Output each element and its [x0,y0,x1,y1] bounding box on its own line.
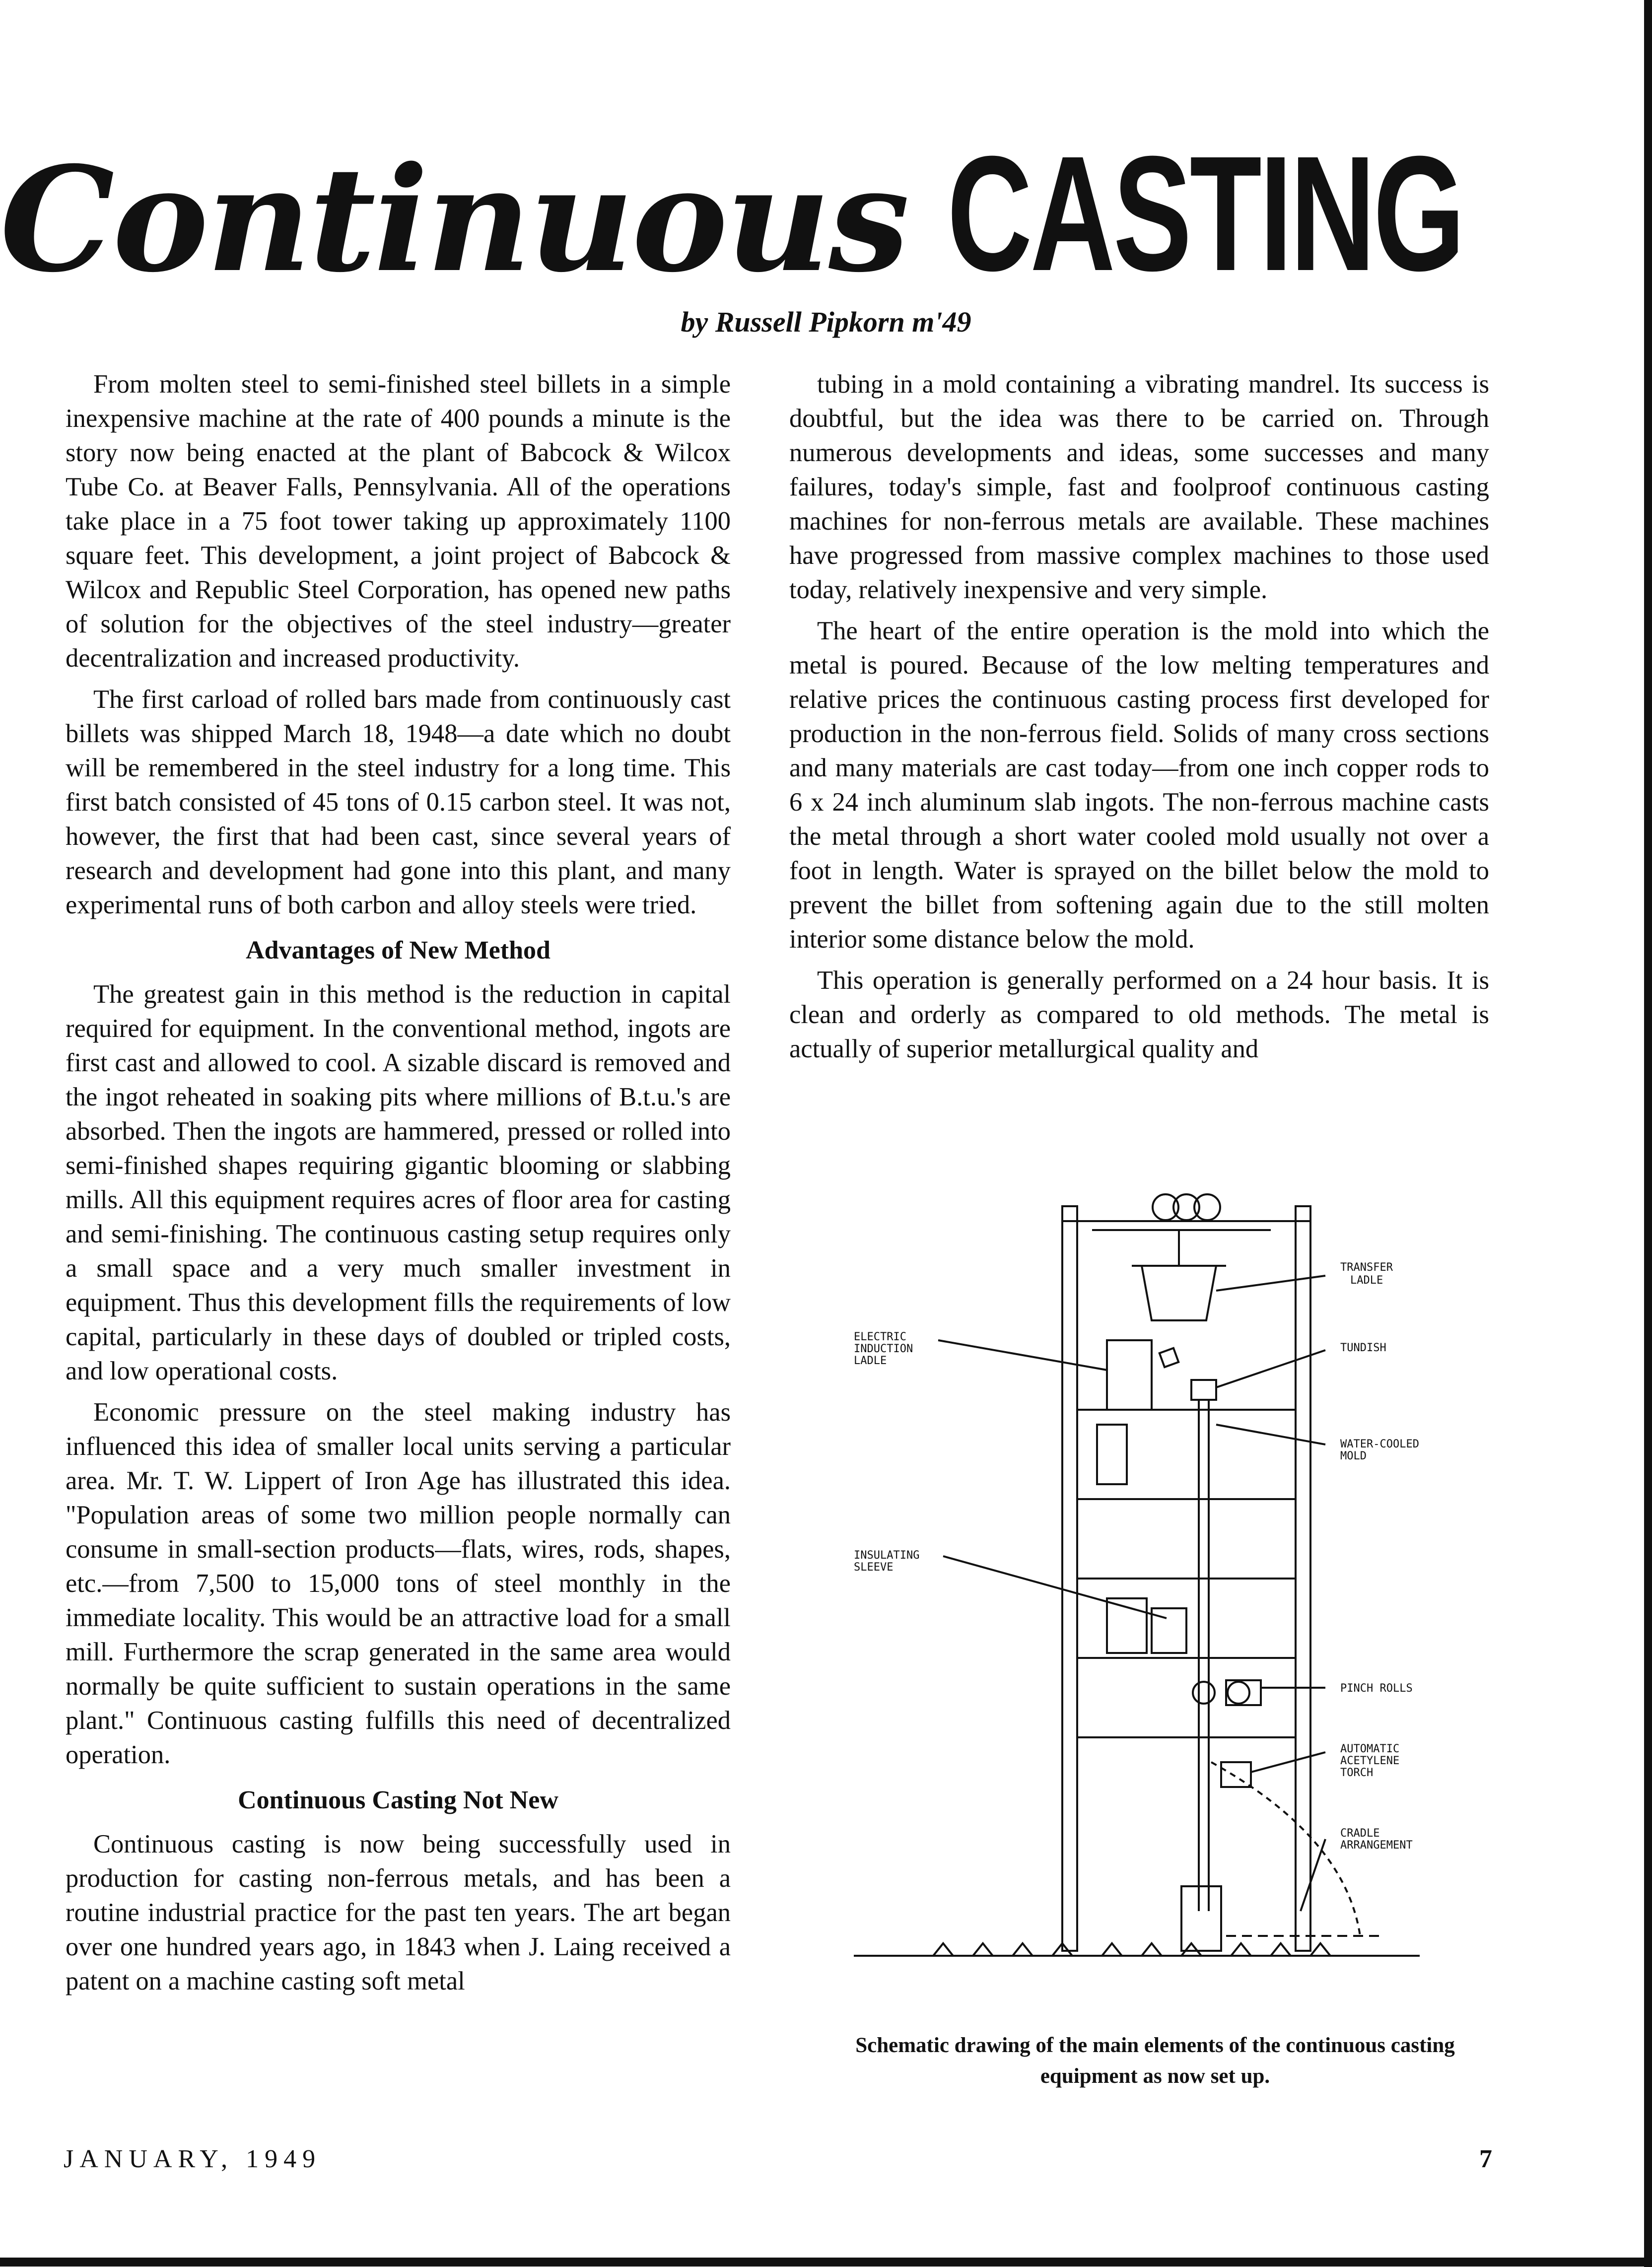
label-cradle-1: CRADLE [1340,1827,1380,1840]
paragraph: The greatest gain in this method is the reduction in capital required for equipment. In the conventional method, ingots are first cast and allowed to cool. A sizable discard is removed and the ingot reheated in soaking pits where millions of B.t.u.'s are absorbed. Then the ingots are hammered, pressed or rolled into semi-finished shapes requiring gigantic blooming or slabbing mills. All this equipment requires acres of floor area for casting and semi-finishing. The continuous casting setup requires only a small space and a very much smaller investment in equipment. Thus this development fills the requirements of low capital, particularly in these days of doubled or tripled costs, and low operational costs. [66,980,731,1385]
bottom-border [0,2258,1652,2267]
label-pinch-rolls: PINCH ROLLS [1340,1682,1413,1695]
label-mold-1: WATER-COOLED [1340,1438,1419,1450]
right-border [1644,0,1652,2267]
paragraph: Economic pressure on the steel making industry has influenced this idea of smaller local units serving a particular area. Mr. T. W. Lippert of Iron Age has illustrated this idea. "Population areas of some two million people normally can consume in small-section products—flats, wires, rods, shapes, etc.—from 7,500 to 15,000 tons of steel monthly in the immediate locality. This would be an attractive load for a small mill. Furthermore the scrap generated in the same area would normally be quite sufficient to sustain operations in the same plant." Continuous casting fulfills this need of decentralized operation. [66,1398,731,1769]
paragraph: The heart of the entire operation is the mold into which the metal is poured. Because of the low melting temperatures and relative prices the continuous casting process first developed for production in the non-ferrous field. Solids of many cross sections and many materials are cast today—from one inch copper rods to 6 x 24 inch aluminum slab ingots. The non-ferrous machine casts the metal through a short water cooled mold usually not over a foot in length. Water is sprayed on the billet below the mold to prevent the billet from softening again due to the still molten interior some distance below the mold. [789,617,1489,954]
paragraph: From molten steel to semi-finished steel billets in a simple inexpensive machine at the rate of 400 pounds a minute is the story now being enacted at the plant of Babcock & Wilcox Tube Co. at Beaver Falls, Pennsylvania. All of the operations take place in a 75 foot tower taking up approximately 1100 square feet. This development, a joint project of Babcock & Wilcox and Republic Steel Corporation, has opened new paths of solution for the objectives of the steel industry—greater decentralization and increased productivity. [66,370,731,673]
label-cradle-2: ARRANGEMENT [1340,1839,1413,1852]
article-title [0,119,1652,305]
label-electric-2: INDUCTION [854,1343,913,1355]
label-electric-3: LADLE [854,1355,887,1367]
section-heading: Continuous Casting Not New [238,1786,558,1814]
label-transfer-ladle-1: TRANSFER [1340,1261,1393,1274]
label-torch-1: AUTOMATIC [1340,1743,1400,1755]
schematic-labels [824,1191,1484,2005]
label-transfer-ladle-2: LADLE [1350,1274,1383,1287]
issue-date: JANUARY, 1949 [64,2145,322,2173]
label-torch-2: ACETYLENE [1340,1755,1400,1767]
figure-caption: Schematic drawing of the main elements of the continuous casting equipment as now set up. [855,2034,1455,2088]
byline: by Russell Pipkorn m'49 [681,306,971,338]
label-tundish: TUNDISH [1340,1342,1386,1354]
label-sleeve-1: INSULATING [854,1549,920,1562]
page-number: 7 [1479,2145,1492,2173]
title-script-word: Continuous [0,136,908,304]
title-block-word: CASTING [947,122,1463,305]
schematic-figure [824,1191,1484,2005]
label-torch-3: TORCH [1340,1767,1374,1779]
paragraph: Continuous casting is now being successfully used in production for casting non-ferrous metals, and has been a routine industrial practice for the past ten years. The art began over one hundred years ago, in 1843 when J. Laing received a patent on a machine casting soft metal [66,1830,731,1995]
section-heading: Advantages of New Method [246,936,551,964]
label-sleeve-2: SLEEVE [854,1561,894,1574]
left-column [66,367,731,2005]
label-mold-2: MOLD [1340,1450,1367,1462]
label-electric-1: ELECTRIC [854,1331,906,1343]
paragraph: tubing in a mold containing a vibrating mandrel. Its success is doubtful, but the idea was there to be carried on. Through numerous developments and ideas, some successes and many failures, today's simple, fast and foolproof continuous casting machines for non-ferrous metals are available. These machines have progressed from massive complex machines to those used today, relatively inexpensive and very simple. [789,370,1489,604]
right-column [789,367,1489,1073]
paragraph: This operation is generally performed on a 24 hour basis. It is clean and orderly as compared to old methods. The metal is actually of superior metallurgical quality and [789,966,1489,1063]
paragraph: The first carload of rolled bars made from continuously cast billets was shipped March 18, 1948—a date which no doubt will be remembered in the steel industry for a long time. This first batch consisted of 45 tons of 0.15 carbon steel. It was not, however, the first that had been cast, since several years of research and development had gone into this plant, and many experimental runs of both carbon and alloy steels were tried. [66,685,731,919]
